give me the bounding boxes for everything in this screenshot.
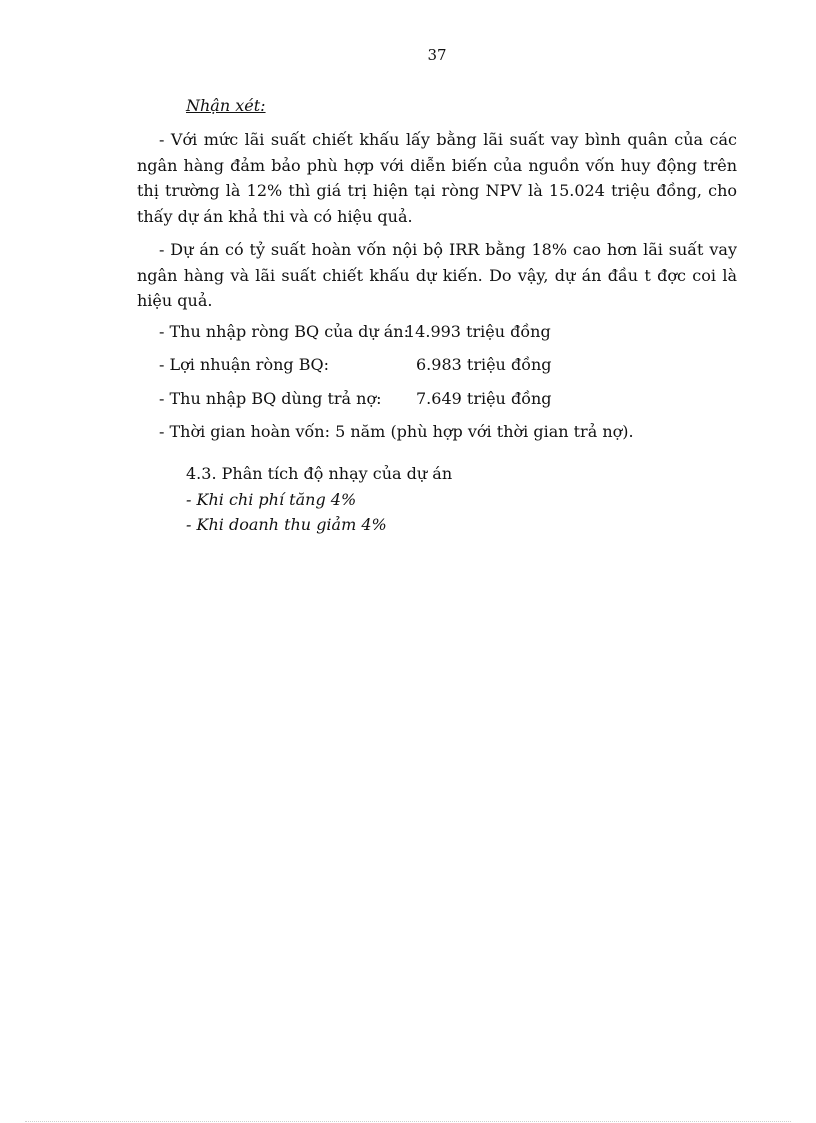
paragraph-npv: - Với mức lãi suất chiết khấu lấy bằng lãi suất vay bình quân của các ngân hàng đảm bảo phù hợp với diễn biến của nguồn vốn huy động trên thị trường là 12% thì giá trị hiện tại ròng NPV là 15.024 triệu đồng, cho thấy dự án khả thi và có hiệu quả.	[137, 130, 737, 226]
footer-divider	[25, 1121, 791, 1122]
stat-net-profit	[159, 355, 552, 374]
remark-heading: Nhận xét:	[186, 96, 266, 115]
stat-net-income	[159, 322, 551, 341]
section-heading: 4.3. Phân tích độ nhạy của dự án	[186, 464, 453, 483]
stat-label: - Thời gian hoàn vốn: 5 năm (phù hợp với thời gian trả nợ).	[159, 422, 634, 441]
stat-label: - Lợi nhuận ròng BQ:	[159, 355, 329, 374]
page-number: 37	[427, 46, 447, 64]
stat-label: - Thu nhập BQ dùng trả nợ:	[159, 389, 382, 408]
stat-value: 6.983 triệu đồng	[416, 355, 552, 374]
paragraph-irr: - Dự án có tỷ suất hoàn vốn nội bộ IRR bằng 18% cao hơn lãi suất vay ngân hàng và lãi suất chiết khấu dự kiến. Do vậy, dự án đầu t đợc coi là hiệu quả.	[137, 240, 737, 310]
sensitivity-item-cost: - Khi chi phí tăng 4%	[186, 490, 357, 509]
stat-payback-period	[159, 422, 634, 441]
stat-debt-repayment-income	[159, 389, 552, 408]
sensitivity-item-revenue: - Khi doanh thu giảm 4%	[186, 515, 387, 534]
stat-value: 7.649 triệu đồng	[416, 389, 552, 408]
stat-label: - Thu nhập ròng BQ của dự án:	[159, 322, 409, 341]
stat-value: 14.993 triệu đồng	[405, 322, 551, 341]
